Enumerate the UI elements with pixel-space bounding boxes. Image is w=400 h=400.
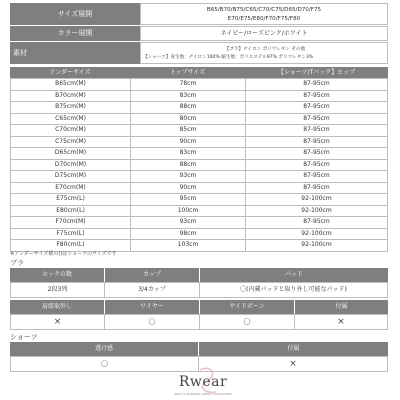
bra-value-hooks: 2段3列 <box>10 282 105 298</box>
bra-header-strap: 肩紐取外し <box>10 300 104 314</box>
color-range-label: カラー展開 <box>10 26 140 41</box>
top-size-cell: 90cm <box>130 182 246 195</box>
color-range-value: ネイビー/ローズピンク/ホワイト <box>140 26 388 41</box>
top-size-cell: 83cm <box>130 90 246 103</box>
header-under-size: アンダーサイズ <box>49 68 91 76</box>
size-table-header <box>10 67 388 78</box>
top-size-cell: 85cm <box>130 124 246 137</box>
shorts-value-sheer: 〇 <box>10 356 199 372</box>
hip-cell: 92-100cm <box>245 228 388 241</box>
size-range-label: サイズ展開 <box>10 3 140 25</box>
logo-subtext: SEXY & ELEGANT DRESS COLLECTION <box>174 392 232 396</box>
material-line-2: 【ショーツ】身生地：ナイロン100% 脇生地：ポリエステル97% ポリウレタン3% <box>143 55 314 60</box>
bra-header-cup: カップ <box>105 268 199 282</box>
under-size-cell: C70cm(M) <box>10 124 131 137</box>
shorts-section-label: ショーツ <box>10 333 38 341</box>
bra-value-sidebone: 〇 <box>199 314 295 330</box>
bra-header-sidebone: サイドボーン <box>200 300 294 314</box>
top-size-cell: 98cm <box>130 228 246 241</box>
bra-value-cup: 3/4カップ <box>104 282 200 298</box>
under-size-cell: F80cm(L) <box>10 239 131 252</box>
material-value <box>140 42 388 64</box>
bra-value-pad: 〇(内蔵パッドと取り外し可能なパッド) <box>199 282 388 298</box>
top-size-cell: 93cm <box>130 170 246 183</box>
bra-header-accessory: 付属 <box>295 300 388 314</box>
under-size-cell: E80cm(L) <box>10 205 131 218</box>
table-row <box>10 182 388 194</box>
rwear-logo <box>168 372 238 399</box>
size-range-value <box>140 3 388 25</box>
hip-cell: 87-95cm <box>245 113 388 126</box>
material-line-1: 【ブラ】ナイロン ポリウレタン その他 <box>224 47 306 52</box>
table-row <box>10 228 388 240</box>
bra-header-wire: ワイヤー <box>105 300 199 314</box>
under-size-cell: D75cm(M) <box>10 170 131 183</box>
table-row <box>10 159 388 171</box>
under-size-cell: B70cm(M) <box>10 90 131 103</box>
hip-cell: 87-95cm <box>245 124 388 137</box>
size-range-line-2: E70/E75/E80/F70/F75/F80 <box>227 16 301 22</box>
under-size-cell: F75cm(L) <box>10 228 131 241</box>
table-row <box>10 90 388 102</box>
under-size-cell: F70cm(M) <box>10 216 131 229</box>
hip-cell: 87-95cm <box>245 216 388 229</box>
spec-table <box>10 3 388 63</box>
top-size-cell: 103cm <box>130 239 246 252</box>
logo-text: Rwear <box>178 374 228 390</box>
hip-cell: 87-95cm <box>245 136 388 149</box>
shorts-header-accessory: 付属 <box>199 342 388 356</box>
hip-cell: 87-95cm <box>245 159 388 172</box>
under-size-cell: C65cm(M) <box>10 113 131 126</box>
hip-cell: 92-100cm <box>245 193 388 206</box>
material-label: 素材 <box>10 42 140 64</box>
under-size-cell: D65cm(M) <box>10 147 131 160</box>
table-row <box>10 216 388 228</box>
hip-cell: 87-95cm <box>245 147 388 160</box>
top-size-cell: 95cm <box>130 193 246 206</box>
bra-value-wire: 〇 <box>104 314 200 330</box>
table-row <box>10 205 388 217</box>
table-row <box>10 239 388 251</box>
hip-cell: 87-95cm <box>245 90 388 103</box>
hip-cell: 92-100cm <box>245 205 388 218</box>
size-range-line-1: B65/B70/B75/C65/C70/C75/D65/D70/F75 <box>206 7 322 13</box>
hip-cell: 87-95cm <box>245 170 388 183</box>
table-row <box>10 193 388 205</box>
bra-table <box>10 268 388 332</box>
hip-cell: 87-95cm <box>245 182 388 195</box>
table-row <box>10 147 388 159</box>
header-top-size: トップサイズ <box>169 68 206 76</box>
top-size-cell: 100cm <box>130 205 246 218</box>
under-size-cell: B75cm(M) <box>10 101 131 114</box>
top-size-cell: 93cm <box>130 216 246 229</box>
bra-value-accessory: × <box>294 314 388 330</box>
under-size-cell: D70cm(M) <box>10 159 131 172</box>
shorts-value-accessory: × <box>198 356 388 372</box>
table-row <box>10 101 388 113</box>
table-row <box>10 136 388 148</box>
top-size-cell: 88cm <box>130 101 246 114</box>
under-size-cell: E70cm(M) <box>10 182 131 195</box>
shorts-header-sheer: 透け感 <box>10 342 198 356</box>
under-size-cell: B65cm(M) <box>10 78 131 91</box>
table-row <box>10 170 388 182</box>
table-row <box>10 124 388 136</box>
bra-header-hooks: ホックの数 <box>10 268 104 282</box>
hip-cell: 92-100cm <box>245 239 388 252</box>
table-row <box>10 78 388 90</box>
bra-header-pad: パッド <box>200 268 388 282</box>
top-size-cell: 80cm <box>130 113 246 126</box>
under-size-cell: C75cm(M) <box>10 136 131 149</box>
under-size-cell: E75cm(L) <box>10 193 131 206</box>
header-hip: 【ショーツ/Tバック】ヒップ <box>277 68 356 76</box>
top-size-cell: 88cm <box>130 159 246 172</box>
top-size-cell: 78cm <box>130 78 246 91</box>
hip-cell: 87-95cm <box>245 78 388 91</box>
top-size-cell: 83cm <box>130 147 246 160</box>
bra-value-strap: × <box>10 314 105 330</box>
bra-section-label: ブラ <box>10 259 24 267</box>
table-row <box>10 113 388 125</box>
size-note: ※アンダーサイズ横の()はショーツのサイズです <box>10 251 117 257</box>
hip-cell: 87-95cm <box>245 101 388 114</box>
top-size-cell: 90cm <box>130 136 246 149</box>
